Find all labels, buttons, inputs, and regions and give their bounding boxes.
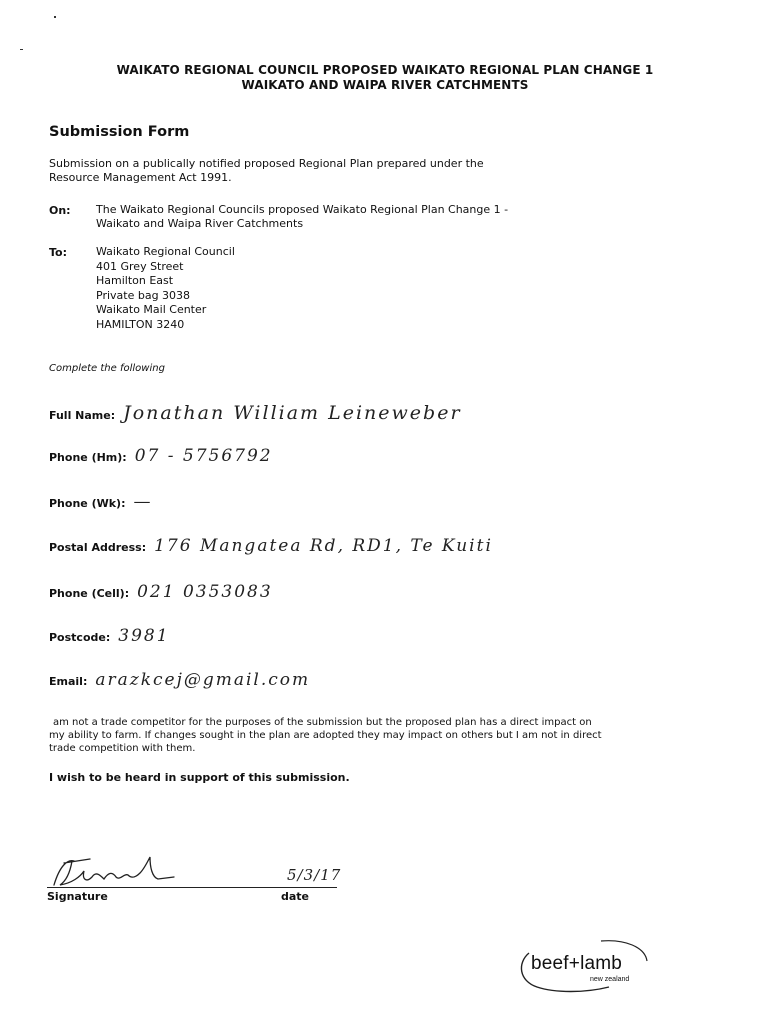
document-title	[0, 63, 770, 93]
phone-cell-field[interactable]: 021 0353083	[137, 582, 273, 602]
intro-line-2: Resource Management Act 1991.	[49, 171, 232, 184]
to-address-line: Waikato Regional Council	[96, 245, 235, 258]
to-address-line: Waikato Mail Center	[96, 303, 207, 317]
postcode-field[interactable]: 3981	[118, 626, 170, 646]
on-text	[96, 203, 508, 231]
on-label: On:	[49, 204, 71, 217]
signature-scribble	[50, 855, 180, 889]
on-line-1: The Waikato Regional Councils proposed Waikato Regional Plan Change 1 -	[96, 203, 509, 216]
date-label: date	[281, 890, 310, 903]
heard-statement: I wish to be heard in support of this submission.	[49, 771, 350, 784]
intro-text	[49, 157, 484, 185]
postal-address-label: Postal Address:	[49, 541, 147, 554]
phone-wk-label: Phone (Wk):	[49, 497, 126, 510]
phone-wk-field[interactable]: —	[133, 492, 151, 512]
trade-statement-line-1: am not a trade competitor for the purposes of the submission but the proposed plan has a direct impact on	[53, 717, 592, 728]
stray-mark	[54, 16, 56, 18]
date-field[interactable]: 5/3/17	[287, 866, 342, 884]
form-heading: Submission Form	[49, 124, 190, 140]
phone-wk-row	[49, 492, 150, 512]
stray-mark	[20, 49, 23, 50]
intro-line-1: Submission on a publically notified proposed Regional Plan prepared under the	[49, 157, 484, 170]
signature-line	[47, 887, 337, 888]
to-address-line: 401 Grey Street	[96, 259, 184, 273]
trade-statement-line-2: my ability to farm. If changes sought in the plan are adopted they may impact on others but I am not in direct	[49, 730, 602, 741]
title-line-1: WAIKATO REGIONAL COUNCIL PROPOSED WAIKATO REGIONAL PLAN CHANGE 1	[116, 63, 654, 77]
postcode-row	[49, 626, 170, 646]
phone-hm-label: Phone (Hm):	[49, 451, 127, 464]
postal-address-row	[49, 536, 493, 556]
to-address-line: Private bag 3038	[96, 288, 191, 302]
beef-lamb-logo	[515, 935, 655, 1005]
postcode-label: Postcode:	[49, 631, 111, 644]
trade-statement	[49, 716, 729, 755]
logo-subtext: new zealand	[590, 976, 630, 983]
to-address	[96, 245, 235, 333]
full-name-field[interactable]: Jonathan William Leineweber	[123, 402, 462, 424]
complete-instruction: Complete the following	[49, 363, 165, 374]
trade-statement-line-3: trade competition with them.	[49, 743, 196, 754]
email-field[interactable]: arazkcej@gmail.com	[95, 670, 311, 690]
to-address-line: HAMILTON 3240	[96, 317, 185, 331]
on-line-2: Waikato and Waipa River Catchments	[96, 217, 304, 230]
email-row	[49, 670, 310, 690]
signature-label: Signature	[47, 890, 108, 903]
to-address-line: Hamilton East	[96, 274, 174, 288]
email-label: Email:	[49, 675, 88, 688]
phone-cell-label: Phone (Cell):	[49, 587, 130, 600]
phone-hm-row	[49, 446, 273, 466]
phone-hm-field[interactable]: 07 - 5756792	[134, 446, 273, 466]
title-line-2: WAIKATO AND WAIPA RIVER CATCHMENTS	[241, 78, 529, 92]
full-name-row	[49, 402, 462, 424]
full-name-label: Full Name:	[49, 409, 116, 422]
phone-cell-row	[49, 582, 273, 602]
postal-address-field[interactable]: 176 Mangatea Rd, RD1, Te Kuiti	[154, 536, 493, 556]
logo-text: beef+lamb	[531, 953, 623, 974]
to-label: To:	[49, 246, 67, 259]
